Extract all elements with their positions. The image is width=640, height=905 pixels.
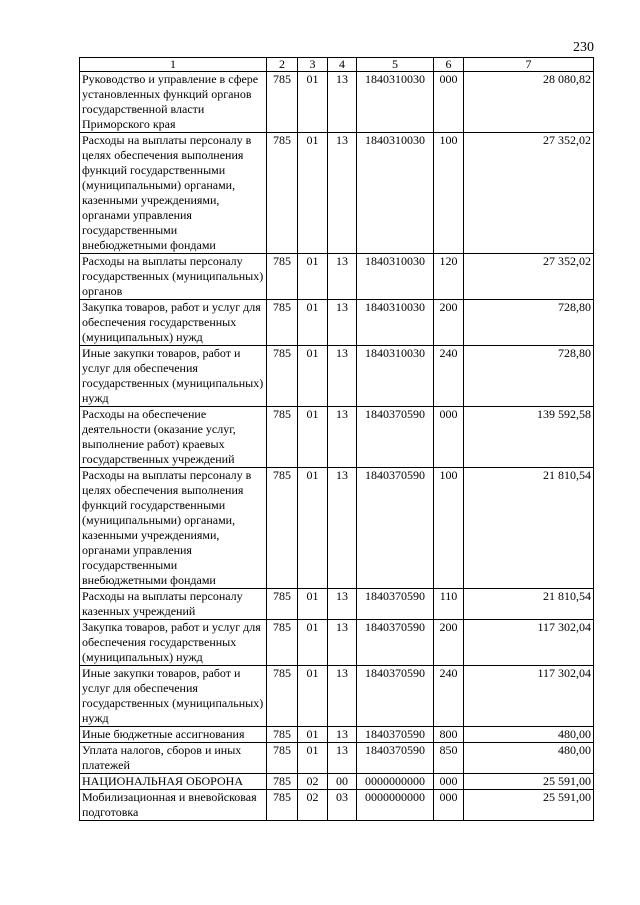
section-code-cell: 01	[298, 133, 328, 254]
subsection-code-cell: 13	[328, 300, 357, 346]
ved-code-cell: 785	[267, 468, 298, 589]
target-article-cell: 1840310030	[357, 72, 434, 133]
header-cell-7: 7	[464, 58, 594, 72]
subsection-code-cell: 13	[328, 589, 357, 620]
amount-cell: 728,80	[464, 346, 594, 407]
target-article-cell: 1840370590	[357, 407, 434, 468]
header-cell-1: 1	[80, 58, 267, 72]
ved-code-cell: 785	[267, 589, 298, 620]
row-name-cell: Расходы на выплаты персоналу в целях обеспечения выполнения функций государственными (муниципальными) органами, казенными учреждениями, органами управления государственными внебюджетными фондами	[80, 468, 267, 589]
target-article-cell: 1840370590	[357, 620, 434, 666]
expense-type-cell: 240	[434, 346, 464, 407]
expense-type-cell: 850	[434, 743, 464, 774]
section-code-cell: 01	[298, 743, 328, 774]
amount-cell: 139 592,58	[464, 407, 594, 468]
subsection-code-cell: 13	[328, 133, 357, 254]
ved-code-cell: 785	[267, 407, 298, 468]
section-code-cell: 01	[298, 72, 328, 133]
row-name-cell: Закупка товаров, работ и услуг для обеспечения государственных (муниципальных) нужд	[80, 620, 267, 666]
header-cell-5: 5	[357, 58, 434, 72]
section-code-cell: 01	[298, 666, 328, 727]
amount-cell: 21 810,54	[464, 589, 594, 620]
amount-cell: 480,00	[464, 727, 594, 743]
subsection-code-cell: 13	[328, 666, 357, 727]
section-code-cell: 02	[298, 790, 328, 821]
amount-cell: 480,00	[464, 743, 594, 774]
expense-type-cell: 000	[434, 407, 464, 468]
amount-cell: 27 352,02	[464, 133, 594, 254]
target-article-cell: 1840370590	[357, 743, 434, 774]
budget-table	[79, 57, 594, 821]
table-row	[80, 743, 594, 774]
table-row	[80, 133, 594, 254]
amount-cell: 21 810,54	[464, 468, 594, 589]
amount-cell: 117 302,04	[464, 620, 594, 666]
table-row	[80, 346, 594, 407]
section-code-cell: 01	[298, 254, 328, 300]
table-row	[80, 727, 594, 743]
section-code-cell: 01	[298, 300, 328, 346]
table-row	[80, 72, 594, 133]
section-code-cell: 01	[298, 589, 328, 620]
amount-cell: 27 352,02	[464, 254, 594, 300]
row-name-cell: Иные бюджетные ассигнования	[80, 727, 267, 743]
header-cell-6: 6	[434, 58, 464, 72]
table-row	[80, 774, 594, 790]
table-row	[80, 666, 594, 727]
target-article-cell: 0000000000	[357, 774, 434, 790]
target-article-cell: 0000000000	[357, 790, 434, 821]
expense-type-cell: 200	[434, 300, 464, 346]
header-cell-4: 4	[328, 58, 357, 72]
row-name-cell: Расходы на выплаты персоналу государственных (муниципальных) органов	[80, 254, 267, 300]
subsection-code-cell: 13	[328, 468, 357, 589]
ved-code-cell: 785	[267, 133, 298, 254]
row-name-cell: Иные закупки товаров, работ и услуг для обеспечения государственных (муниципальных) нужд	[80, 666, 267, 727]
row-name-cell: Закупка товаров, работ и услуг для обеспечения государственных (муниципальных) нужд	[80, 300, 267, 346]
target-article-cell: 1840310030	[357, 346, 434, 407]
expense-type-cell: 240	[434, 666, 464, 727]
subsection-code-cell: 13	[328, 407, 357, 468]
ved-code-cell: 785	[267, 743, 298, 774]
subsection-code-cell: 13	[328, 254, 357, 300]
section-code-cell: 01	[298, 407, 328, 468]
section-code-cell: 01	[298, 620, 328, 666]
subsection-code-cell: 13	[328, 743, 357, 774]
row-name-cell: Расходы на выплаты персоналу казенных учреждений	[80, 589, 267, 620]
row-name-cell: Мобилизационная и вневойсковая подготовка	[80, 790, 267, 821]
ved-code-cell: 785	[267, 666, 298, 727]
table-row	[80, 589, 594, 620]
section-code-cell: 02	[298, 774, 328, 790]
row-name-cell: Руководство и управление в сфере установленных функций органов государственной власти Приморского края	[80, 72, 267, 133]
table-body	[80, 72, 594, 821]
row-name-cell: НАЦИОНАЛЬНАЯ ОБОРОНА	[80, 774, 267, 790]
ved-code-cell: 785	[267, 72, 298, 133]
expense-type-cell: 200	[434, 620, 464, 666]
ved-code-cell: 785	[267, 300, 298, 346]
ved-code-cell: 785	[267, 727, 298, 743]
amount-cell: 117 302,04	[464, 666, 594, 727]
subsection-code-cell: 13	[328, 727, 357, 743]
ved-code-cell: 785	[267, 254, 298, 300]
target-article-cell: 1840310030	[357, 254, 434, 300]
ved-code-cell: 785	[267, 620, 298, 666]
table-row	[80, 620, 594, 666]
expense-type-cell: 000	[434, 774, 464, 790]
table-row	[80, 300, 594, 346]
amount-cell: 25 591,00	[464, 774, 594, 790]
header-cell-2: 2	[267, 58, 298, 72]
table-row	[80, 468, 594, 589]
amount-cell: 728,80	[464, 300, 594, 346]
header-cell-3: 3	[298, 58, 328, 72]
row-name-cell: Иные закупки товаров, работ и услуг для обеспечения государственных (муниципальных) нужд	[80, 346, 267, 407]
expense-type-cell: 100	[434, 133, 464, 254]
table-row	[80, 407, 594, 468]
target-article-cell: 1840370590	[357, 468, 434, 589]
row-name-cell: Расходы на обеспечение деятельности (оказание услуг, выполнение работ) краевых государственных учреждений	[80, 407, 267, 468]
ved-code-cell: 785	[267, 790, 298, 821]
expense-type-cell: 100	[434, 468, 464, 589]
subsection-code-cell: 03	[328, 790, 357, 821]
expense-type-cell: 120	[434, 254, 464, 300]
page-number: 230	[573, 40, 594, 55]
target-article-cell: 1840310030	[357, 133, 434, 254]
ved-code-cell: 785	[267, 774, 298, 790]
table-header-row	[80, 58, 594, 72]
target-article-cell: 1840370590	[357, 727, 434, 743]
expense-type-cell: 000	[434, 790, 464, 821]
row-name-cell: Расходы на выплаты персоналу в целях обеспечения выполнения функций государственными (муниципальными) органами, казенными учреждениями, органами управления государственными внебюджетными фондами	[80, 133, 267, 254]
table-row	[80, 790, 594, 821]
section-code-cell: 01	[298, 727, 328, 743]
ved-code-cell: 785	[267, 346, 298, 407]
subsection-code-cell: 13	[328, 72, 357, 133]
expense-type-cell: 000	[434, 72, 464, 133]
amount-cell: 25 591,00	[464, 790, 594, 821]
subsection-code-cell: 00	[328, 774, 357, 790]
target-article-cell: 1840310030	[357, 300, 434, 346]
subsection-code-cell: 13	[328, 620, 357, 666]
expense-type-cell: 110	[434, 589, 464, 620]
subsection-code-cell: 13	[328, 346, 357, 407]
amount-cell: 28 080,82	[464, 72, 594, 133]
section-code-cell: 01	[298, 468, 328, 589]
row-name-cell: Уплата налогов, сборов и иных платежей	[80, 743, 267, 774]
table-row	[80, 254, 594, 300]
target-article-cell: 1840370590	[357, 666, 434, 727]
section-code-cell: 01	[298, 346, 328, 407]
target-article-cell: 1840370590	[357, 589, 434, 620]
expense-type-cell: 800	[434, 727, 464, 743]
